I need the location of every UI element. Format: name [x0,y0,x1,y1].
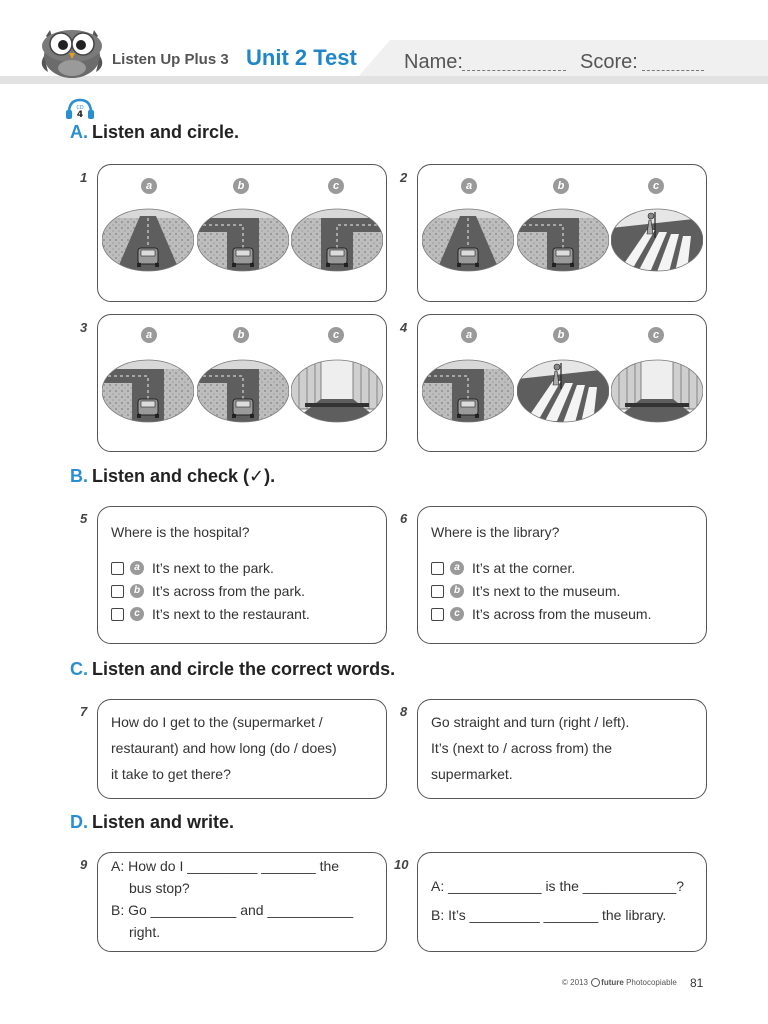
score-blank[interactable] [642,70,704,71]
page-number: 81 [690,976,704,990]
photocopiable-note: Photocopiable [626,978,677,987]
option-a-circle[interactable]: a [461,178,477,194]
question-10-line-2[interactable]: B: It’s _________ _______ the library. [431,907,667,923]
scene-left-turn-road[interactable] [102,359,194,428]
question-7-line-3: it take to get there? [111,766,231,782]
section-b-title [70,466,275,487]
option-a-circle[interactable]: a [141,178,157,194]
section-a-text: Listen and circle. [92,122,240,142]
question-number: 3 [80,320,88,335]
checkbox[interactable] [111,608,124,621]
cd-track-number: 4 [76,110,84,120]
section-a-letter: A. [70,122,88,142]
option-b-circle[interactable]: b [553,178,569,194]
section-a-title [70,122,239,143]
checkbox[interactable] [431,585,444,598]
option-text: It’s across from the museum. [472,606,652,622]
footer-copyright [562,978,677,987]
option-text: It’s at the corner. [472,560,576,576]
option-c-circle[interactable]: c [648,327,664,343]
option-text: It’s across from the park. [152,583,306,599]
question-9-line-2: bus stop? [129,880,190,896]
header-stripe [0,76,768,84]
option-b-circle[interactable]: b [233,178,249,194]
section-d-letter: D. [70,812,88,832]
scene-left-turn-road[interactable] [197,208,289,277]
question-number: 2 [400,170,408,185]
scene-crosswalk[interactable] [517,359,609,428]
publisher-name: future [601,978,624,987]
question-6-option-c[interactable] [431,606,651,622]
option-a-circle[interactable]: a [461,327,477,343]
question-9-line-4: right. [129,924,161,940]
option-text: It’s next to the restaurant. [152,606,310,622]
question-10-line-1[interactable]: A: ____________ is the ____________? [431,878,685,894]
section-b-text: Listen and check (✓). [92,466,276,486]
owl-mascot-icon [36,22,108,80]
name-blank[interactable] [462,70,566,71]
score-label: Score: [580,51,638,73]
headphones-icon [64,97,96,121]
scene-left-turn-road[interactable] [422,359,514,428]
checkbox[interactable] [431,562,444,575]
checkbox[interactable] [431,608,444,621]
option-b-circle[interactable]: b [553,327,569,343]
option-c-circle[interactable]: c [328,178,344,194]
question-number: 9 [80,857,88,872]
question-9-line-1[interactable]: A: How do I _________ _______ the [111,858,340,874]
option-c-circle[interactable]: c [328,327,344,343]
question-6-text: Where is the library? [431,524,560,540]
option-letter: b [130,584,144,598]
question-7-line-1[interactable]: How do I get to the (supermarket / [111,714,323,730]
scene-right-turn-road[interactable] [291,208,383,277]
option-b-circle[interactable]: b [233,327,249,343]
scene-straight-road[interactable] [422,208,514,277]
unit-title: Unit 2 Test [246,45,357,70]
name-label: Name: [404,51,463,73]
scene-left-turn-road[interactable] [197,359,289,428]
copyright-text: © 2013 [562,978,588,987]
publisher-logo-icon [591,978,600,987]
question-8-line-2[interactable]: It’s (next to / across from) the [431,740,613,756]
option-text: It’s next to the park. [152,560,274,576]
section-d-title [70,812,234,833]
question-8-line-1[interactable]: Go straight and turn (right / left). [431,714,630,730]
svg-text:CD: CD [76,105,84,111]
scene-city-street[interactable] [291,359,383,428]
scene-left-turn-road[interactable] [517,208,609,277]
question-number: 7 [80,704,88,719]
question-9-line-3[interactable]: B: Go ___________ and ___________ [111,902,354,918]
question-number: 1 [80,170,88,185]
option-letter: c [130,607,144,621]
question-6-option-a[interactable] [431,560,575,576]
question-number: 5 [80,511,88,526]
question-number: 10 [394,857,409,872]
question-number: 6 [400,511,408,526]
question-5-option-b[interactable] [111,583,305,599]
question-number: 8 [400,704,408,719]
question-5-option-c[interactable] [111,606,310,622]
scene-crosswalk[interactable] [611,208,703,277]
checkbox[interactable] [111,562,124,575]
question-8-line-3: supermarket. [431,766,513,782]
option-c-circle[interactable]: c [648,178,664,194]
question-5-text: Where is the hospital? [111,524,250,540]
series-title: Listen Up Plus 3 [112,51,229,68]
question-7-line-2[interactable]: restaurant) and how long (do / does) [111,740,337,756]
section-b-letter: B. [70,466,88,486]
section-c-title [70,659,395,680]
question-5-option-a[interactable] [111,560,274,576]
option-letter: a [130,561,144,575]
section-c-text: Listen and circle the correct words. [92,659,396,679]
checkbox[interactable] [111,585,124,598]
option-letter: a [450,561,464,575]
question-number: 4 [400,320,408,335]
option-text: It’s next to the museum. [472,583,621,599]
option-letter: b [450,584,464,598]
section-d-text: Listen and write. [92,812,235,832]
scene-straight-road[interactable] [102,208,194,277]
option-letter: c [450,607,464,621]
section-c-letter: C. [70,659,88,679]
question-6-option-b[interactable] [431,583,620,599]
scene-city-street[interactable] [611,359,703,428]
option-a-circle[interactable]: a [141,327,157,343]
